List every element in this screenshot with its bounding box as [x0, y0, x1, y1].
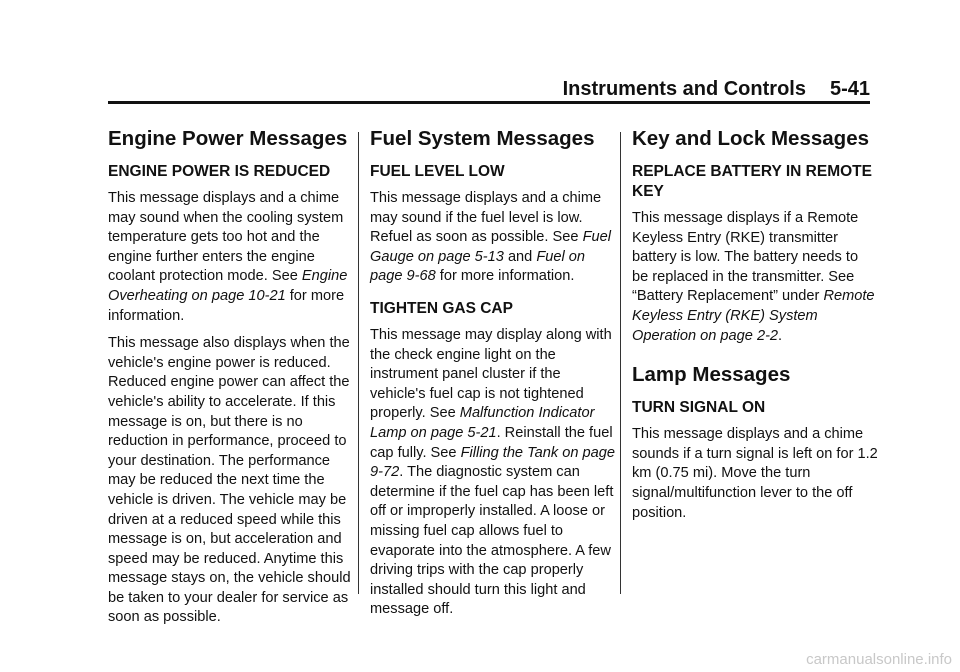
text: . The diagnostic system can determine if the fuel cap has been left off or improperly installed. A loose or missing fuel cap allows fuel to evaporate into the atmosphere. A few driving trips with the cap properly installed should turn this light and message off.	[370, 464, 614, 618]
text: .	[778, 327, 783, 344]
paragraph	[370, 189, 616, 287]
paragraph: This message also displays when the vehicle's engine power is reduced. Reduced engine power can affect the vehicle's ability to accelerate. If this message is on, but there is no reduction in performance, proceed to your destination. The performance may be reduced the next time the vehicle is driven. The vehicle may be driven at a reduced speed while this message is on, but acceleration and speed may be reduced. Anytime this message stays on, the vehicle should be taken to your dealer for service as soon as possible.	[108, 335, 351, 626]
watermark: carmanualsonline.info	[806, 651, 952, 668]
message-heading: REPLACE BATTERY IN REMOTE KEY	[632, 163, 872, 200]
text: and	[503, 248, 537, 265]
paragraph	[632, 209, 878, 346]
section-title: Instruments and Controls	[562, 78, 806, 100]
text: This message may display along with the check engine light on the instrument panel cluster if the vehicle's fuel cap is not tightened properly. See	[370, 326, 612, 422]
text: This message displays and a chime may sound if the fuel level is low. Refuel as soon as possible. See	[370, 190, 602, 246]
message-heading: FUEL LEVEL LOW	[370, 163, 505, 180]
message-heading: ENGINE POWER IS REDUCED	[108, 163, 331, 180]
paragraph	[370, 326, 616, 620]
paragraph	[108, 189, 354, 326]
cross-reference-link[interactable]: Malfunction Indicator Lamp on page 5-21	[370, 405, 595, 441]
page-header	[108, 78, 870, 101]
column-engine-power	[108, 126, 354, 636]
message-heading: TIGHTEN GAS CAP	[370, 299, 513, 317]
section-heading: Lamp Messages	[632, 363, 791, 387]
paragraph: This message displays and a chime sounds if a turn signal is left on for 1.2 km (0.75 mi). Move the turn signal/multifunction lever to the off position.	[632, 426, 878, 521]
message-heading: TURN SIGNAL ON	[632, 399, 766, 417]
text: This message displays and a chime may sound when the cooling system temperature gets too hot and the engine further enters the engine coolant protection mode. See	[108, 190, 344, 285]
page-number: 5-41	[829, 78, 870, 100]
column-divider	[620, 132, 621, 594]
text: This message displays if a Remote Keyless Entry (RKE) transmitter battery is low. The battery needs to be replaced in the transmitter. See “Battery Replacement” under	[632, 210, 859, 305]
cross-reference-link[interactable]: Fuel Gauge on page 5-13	[370, 229, 611, 265]
text: for more information.	[435, 268, 575, 285]
cross-reference-link[interactable]: Filling the Tank on page 9-72	[370, 444, 616, 481]
section-heading: Key and Lock Messages	[632, 127, 869, 150]
cross-reference-link[interactable]: Fuel on page 9-68	[370, 248, 586, 285]
section-heading: Fuel System Messages	[370, 127, 595, 150]
column-divider	[358, 132, 359, 594]
column-fuel-system	[370, 126, 616, 628]
cross-reference-link[interactable]: Remote Keyless Entry (RKE) System Operation on page 2-2	[632, 288, 875, 344]
header-rule	[108, 101, 870, 104]
section-heading: Engine Power Messages	[108, 127, 348, 150]
column-key-lock	[632, 126, 878, 531]
text: for more information.	[108, 287, 345, 324]
text: . Reinstall the fuel cap fully. See	[370, 424, 613, 461]
cross-reference-link[interactable]: Engine Overheating on page 10-21	[108, 268, 348, 304]
